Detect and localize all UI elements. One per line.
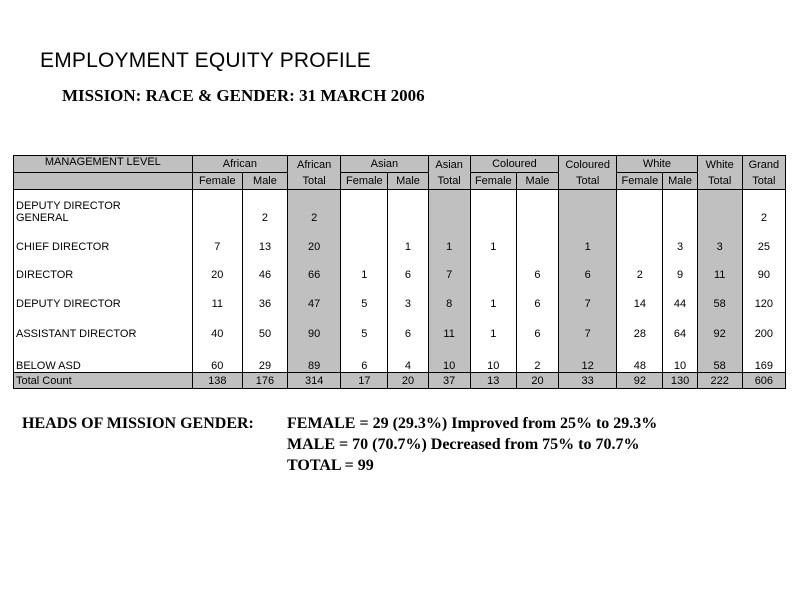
cell-value: 6	[559, 253, 617, 281]
heads-female: FEMALE = 29 (29.3%) Improved from 25% to 29.3%	[287, 415, 658, 432]
cell-value: 60	[192, 340, 242, 373]
employment-equity-table	[13, 155, 786, 389]
cell-value: 6	[388, 310, 428, 340]
table-row	[14, 310, 786, 340]
header-coloured-male: Male	[516, 173, 558, 190]
cell-value: 11	[697, 253, 742, 281]
cell-value: 222	[697, 373, 742, 389]
header-white-total: White Total	[697, 156, 742, 190]
cell-value: 47	[288, 281, 341, 310]
cell-value: 6	[516, 253, 558, 281]
cell-value: 11	[192, 281, 242, 310]
cell-value: 138	[192, 373, 242, 389]
header-coloured-total: Coloured Total	[559, 156, 617, 190]
cell-value: 1	[470, 281, 516, 310]
cell-value: 44	[663, 281, 697, 310]
cell-value: 46	[242, 253, 287, 281]
header-coloured: Coloured	[470, 156, 558, 173]
cell-value: 29	[242, 340, 287, 373]
cell-value: 169	[742, 340, 785, 373]
cell-value: 1	[470, 310, 516, 340]
header-african: African	[192, 156, 287, 173]
header-african-total: African Total	[288, 156, 341, 190]
cell-value: 14	[617, 281, 663, 310]
heads-total: TOTAL = 99	[287, 457, 374, 474]
cell-value: 2	[617, 253, 663, 281]
cell-value: 6	[341, 340, 388, 373]
cell-value: 5	[341, 281, 388, 310]
cell-value: 1	[341, 253, 388, 281]
page-subtitle: MISSION: RACE & GENDER: 31 MARCH 2006	[62, 86, 425, 105]
cell-value: 40	[192, 310, 242, 340]
management-level-cell	[14, 310, 193, 340]
cell-value	[663, 190, 697, 224]
cell-value: 176	[242, 373, 287, 389]
management-level-cell	[14, 190, 193, 224]
cell-value: 64	[663, 310, 697, 340]
cell-value: 20	[516, 373, 558, 389]
cell-value	[559, 190, 617, 224]
cell-value: 2	[516, 340, 558, 373]
cell-value	[388, 190, 428, 224]
cell-value: 200	[742, 310, 785, 340]
cell-value: 7	[559, 310, 617, 340]
cell-value: 58	[697, 281, 742, 310]
cell-value: 10	[470, 340, 516, 373]
cell-value: 10	[663, 340, 697, 373]
management-level-label: BELOW ASD	[16, 360, 81, 372]
cell-value: 25	[742, 224, 785, 253]
cell-value	[617, 224, 663, 253]
cell-value: 33	[559, 373, 617, 389]
cell-value: 2	[288, 190, 341, 224]
cell-value: 2	[242, 190, 287, 224]
management-level-label: DEPUTY DIRECTOR	[16, 297, 121, 310]
management-level-label: CHIEF DIRECTOR	[16, 240, 110, 253]
cell-value: 90	[742, 253, 785, 281]
header-asian-male: Male	[388, 173, 428, 190]
management-level-label: DIRECTOR	[16, 268, 74, 281]
cell-value: 7	[559, 281, 617, 310]
cell-value: 8	[428, 281, 470, 310]
cell-value	[341, 224, 388, 253]
total-row	[14, 373, 786, 389]
page-title: EMPLOYMENT EQUITY PROFILE	[40, 49, 371, 72]
cell-value: 1	[470, 224, 516, 253]
cell-value: 6	[388, 253, 428, 281]
header-coloured-female: Female	[470, 173, 516, 190]
table-row	[14, 224, 786, 253]
header-management-level-spacer	[14, 173, 193, 190]
cell-value: 2	[742, 190, 785, 224]
cell-value	[470, 253, 516, 281]
cell-value: 11	[428, 310, 470, 340]
management-level-label: DEPUTY DIRECTOR	[16, 199, 121, 212]
cell-value: 5	[341, 310, 388, 340]
cell-value: 3	[388, 281, 428, 310]
cell-value: 12	[559, 340, 617, 373]
header-grand-total: Grand Total	[742, 156, 785, 190]
header-asian-total: Asian Total	[428, 156, 470, 190]
cell-value: 20	[388, 373, 428, 389]
cell-value: 13	[242, 224, 287, 253]
cell-value: 7	[428, 253, 470, 281]
header-african-male: Male	[242, 173, 287, 190]
cell-value: 6	[516, 310, 558, 340]
cell-value	[192, 190, 242, 224]
cell-value: 17	[341, 373, 388, 389]
cell-value: 120	[742, 281, 785, 310]
header-african-female: Female	[192, 173, 242, 190]
cell-value: 314	[288, 373, 341, 389]
cell-value: 50	[242, 310, 287, 340]
cell-value: 13	[470, 373, 516, 389]
cell-value	[516, 190, 558, 224]
heads-male: MALE = 70 (70.7%) Decreased from 75% to 70.7%	[287, 436, 640, 453]
cell-value: 20	[288, 224, 341, 253]
table-row	[14, 253, 786, 281]
cell-value	[428, 190, 470, 224]
header-white-female: Female	[617, 173, 663, 190]
cell-value: 89	[288, 340, 341, 373]
cell-value: 37	[428, 373, 470, 389]
cell-value: 1	[388, 224, 428, 253]
cell-value	[341, 190, 388, 224]
management-level-cell	[14, 340, 193, 373]
cell-value: 4	[388, 340, 428, 373]
cell-value: 3	[697, 224, 742, 253]
cell-value: 3	[663, 224, 697, 253]
header-white-male: Male	[663, 173, 697, 190]
total-label: Total Count	[14, 373, 193, 389]
cell-value: 92	[697, 310, 742, 340]
cell-value	[697, 190, 742, 224]
cell-value: 90	[288, 310, 341, 340]
cell-value: 1	[559, 224, 617, 253]
cell-value: 1	[428, 224, 470, 253]
cell-value: 58	[697, 340, 742, 373]
cell-value: 20	[192, 253, 242, 281]
heads-label: HEADS OF MISSION GENDER:	[22, 415, 254, 432]
management-level-cell	[14, 224, 193, 253]
cell-value: 606	[742, 373, 785, 389]
cell-value: 6	[516, 281, 558, 310]
table-row	[14, 281, 786, 310]
cell-value: 9	[663, 253, 697, 281]
management-level-cell	[14, 253, 193, 281]
header-asian: Asian	[341, 156, 428, 173]
cell-value: 130	[663, 373, 697, 389]
header-white: White	[617, 156, 697, 173]
header-asian-female: Female	[341, 173, 388, 190]
cell-value: 48	[617, 340, 663, 373]
table-row	[14, 340, 786, 373]
cell-value: 28	[617, 310, 663, 340]
cell-value: 92	[617, 373, 663, 389]
management-level-cell	[14, 281, 193, 310]
cell-value: 66	[288, 253, 341, 281]
cell-value: 7	[192, 224, 242, 253]
management-level-label-continued: GENERAL	[16, 211, 69, 224]
management-level-label: ASSISTANT DIRECTOR	[16, 327, 137, 340]
table-row	[14, 190, 786, 224]
cell-value: 36	[242, 281, 287, 310]
cell-value	[470, 190, 516, 224]
header-management-level: MANAGEMENT LEVEL	[14, 156, 193, 173]
cell-value	[617, 190, 663, 224]
cell-value	[516, 224, 558, 253]
cell-value: 10	[428, 340, 470, 373]
